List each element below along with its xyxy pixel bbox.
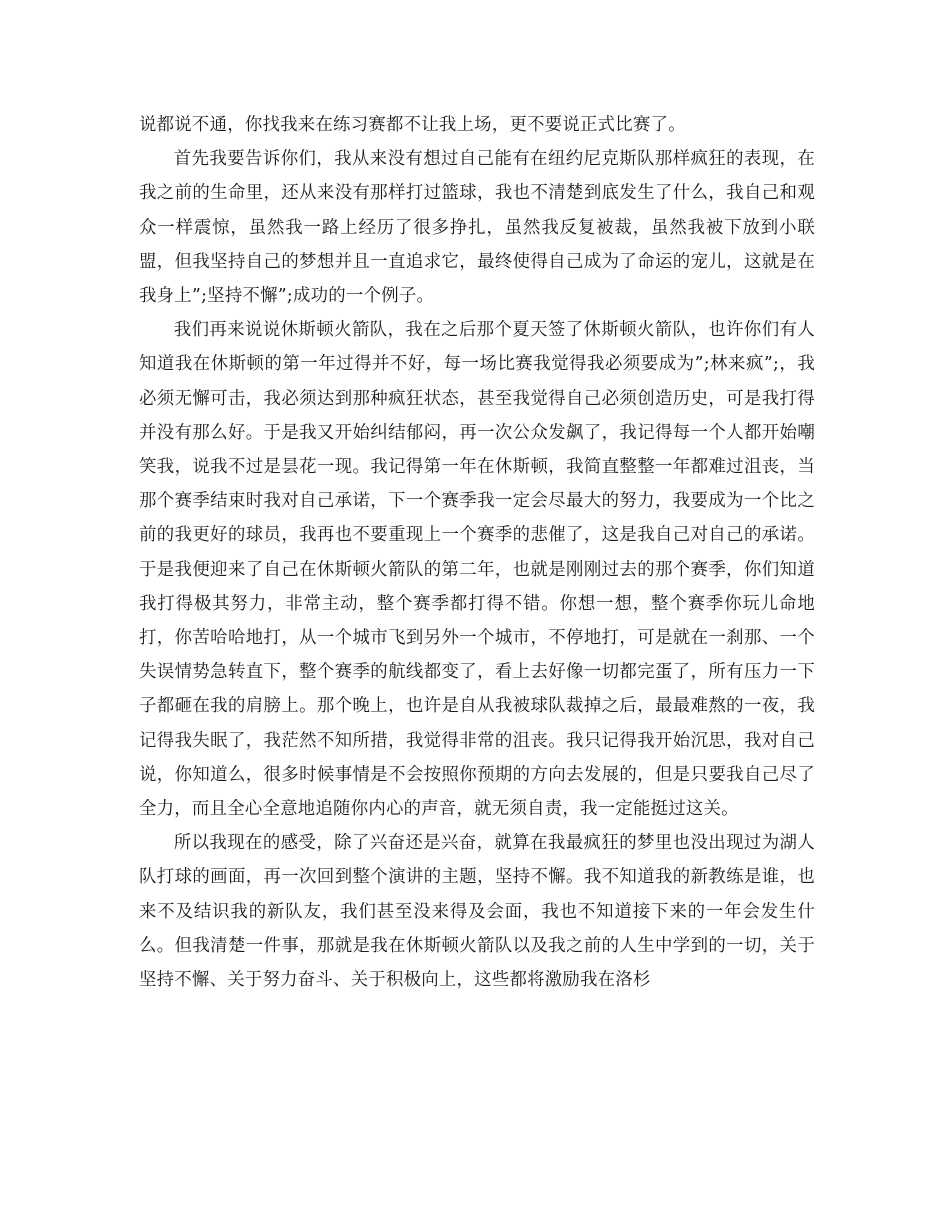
paragraph-knicks: 首先我要告诉你们，我从来没有想过自己能有在纽约尼克斯队那样疯狂的表现，在我之前的生命里，还从来没有那样打过篮球，我也不清楚到底发生了什么，我自己和观众一样震惊，虽然我一路上经历了很多挣扎，虽然我反复被裁，虽然我被下放到小联盟，但我坚持自己的梦想并且一直追求它，最终使得自己成为了命运的宠儿，这就是在我身上”;坚持不懈”;成功的一个例子。 <box>139 149 815 307</box>
document-page <box>139 108 815 997</box>
paragraph-continued: 说都说不通，你找我来在练习赛都不让我上场，更不要说正式比赛了。 <box>139 115 686 135</box>
paragraph-lakers: 所以我现在的感受，除了兴奋还是兴奋，就算在我最疯狂的梦里也没出现过为湖人队打球的画面，再一次回到整个演讲的主题，坚持不懈。我不知道我的新教练是谁，也来不及结识我的新队友，我们甚至没来得及会面，我也不知道接下来的一年会发生什么。但我清楚一件事，那就是我在休斯顿火箭队以及我之前的人生中学到的一切，关于坚持不懈、关于努力奋斗、关于积极向上，这些都将激励我在洛杉 <box>139 833 815 991</box>
paragraph-rockets: 我们再来说说休斯顿火箭队，我在之后那个夏天签了休斯顿火箭队，也许你们有人知道我在休斯顿的第一年过得并不好，每一场比赛我觉得我必须要成为”;林来疯”;，我必须无懈可击，我必须达到那种疯狂状态，甚至我觉得自己必须创造历史，可是我打得并没有那么好。于是我又开始纠结郁闷，再一次公众发飙了，我记得每一个人都开始嘲笑我，说我不过是昙花一现。我记得第一年在休斯顿，我简直整整一年都难过沮丧，当那个赛季结束时我对自己承诺，下一个赛季我一定会尽最大的努力，我要成为一个比之前的我更好的球员，我再也不要重现上一个赛季的悲催了，这是我自己对自己的承诺。于是我便迎来了自己在休斯顿火箭队的第二年，也就是刚刚过去的那个赛季，你们知道我打得极其努力，非常主动，整个赛季都打得不错。你想一想，整个赛季你玩儿命地打，你苦哈哈地打，从一个城市飞到另外一个城市，不停地打，可是就在一刹那、一个失误情势急转直下，整个赛季的航线都变了，看上去好像一切都完蛋了，所有压力一下子都砸在我的肩膀上。那个晚上，也许是自从我被球队裁掉之后，最最难熬的一夜，我记得我失眠了，我茫然不知所措，我觉得非常的沮丧。我只记得我开始沉思，我对自己说，你知道么，很多时候事情是不会按照你预期的方向去发展的，但是只要我自己尽了全力，而且全心全意地追随你内心的声音，就无须自责，我一定能挺过这关。 <box>139 320 815 820</box>
